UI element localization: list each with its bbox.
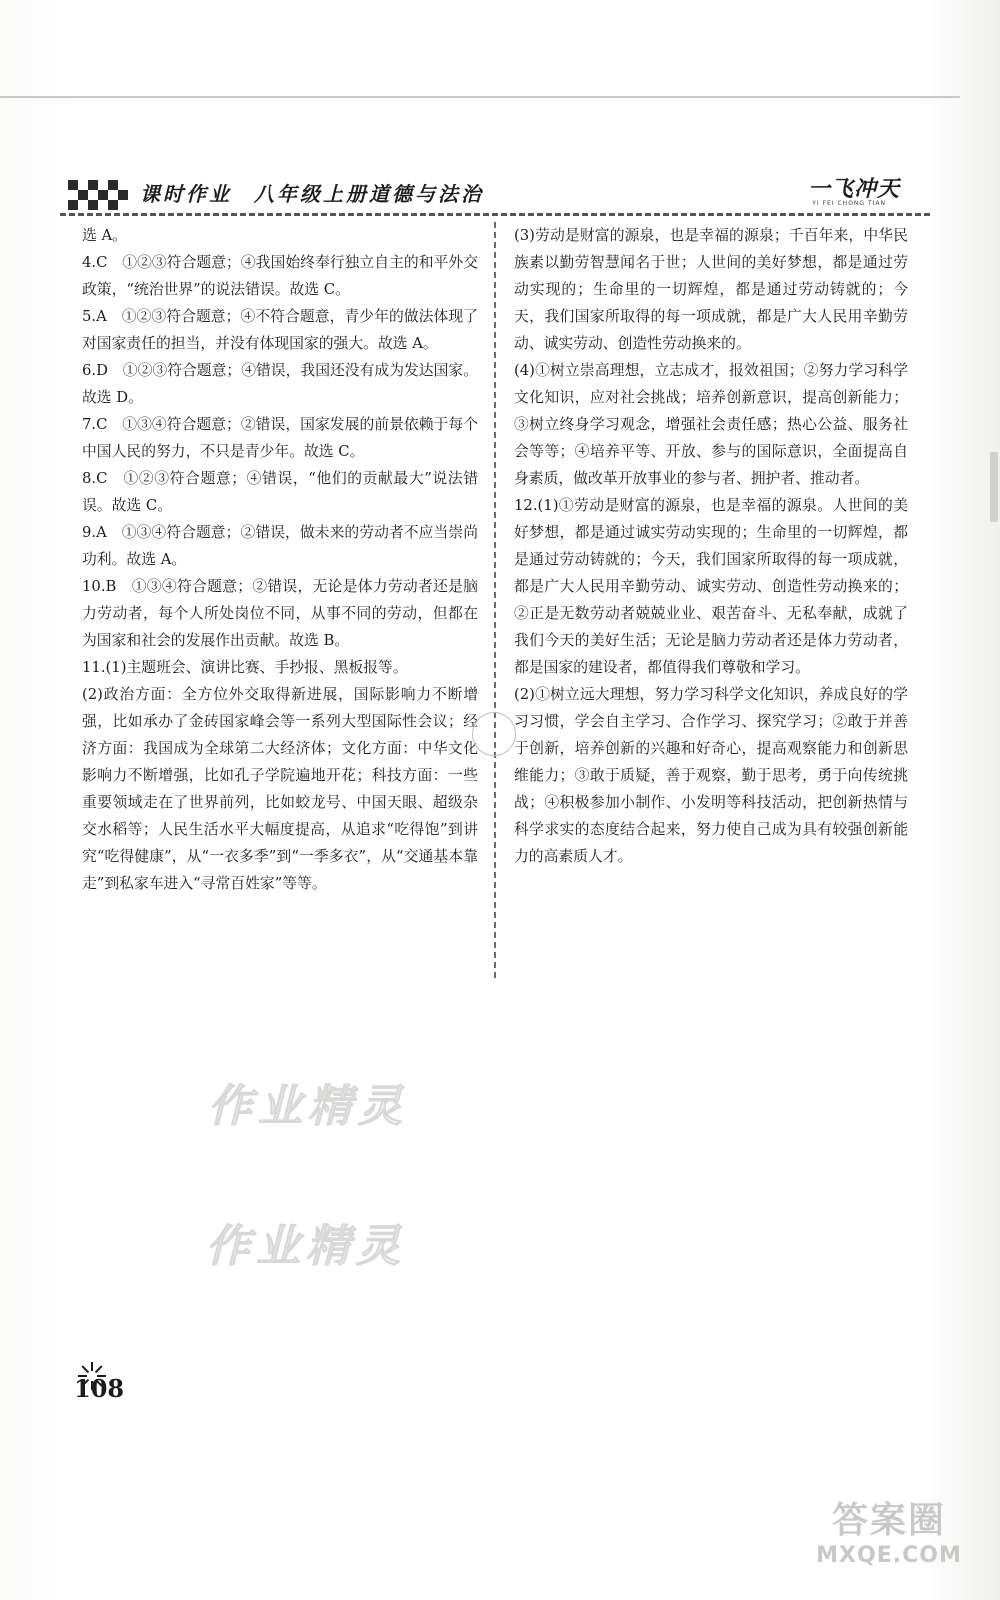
faint-stamp bbox=[472, 712, 516, 756]
answer-paragraph: 10.B ①③④符合题意；②错误，无论是体力劳动者还是脑力劳动者，每个人所处岗位不同，从事不同的劳动，但都在为国家和社会的发展作出贡献。故选 B。 bbox=[82, 578, 478, 649]
page-header bbox=[60, 168, 930, 218]
book-subject: 八年级上册道德与法治 bbox=[254, 182, 484, 206]
checker-pattern-icon bbox=[68, 180, 128, 210]
answer-paragraph: 7.C ①③④符合题意；②错误，国家发展的前景依赖于每个中国人民的努力，不只是青少年。故选 C。 bbox=[82, 416, 478, 460]
header-title bbox=[140, 178, 484, 207]
answer-paragraph: (2)①树立远大理想，努力学习科学文化知识，养成良好的学习习惯，学会自主学习、合作学习、探究学习；②敢于并善于创新，培养创新的兴趣和好奇心，提高观察能力和创新思维能力；③敢于质疑，善于观察，勤于思考，勇于向传统挑战；④积极参加小制作、小发明等科技活动，把创新热情与科学求实的态度结合起来，努力使自己成为具有较强创新能力的高素质人才。 bbox=[514, 686, 908, 865]
book-series: 课时作业 bbox=[140, 182, 232, 206]
answer-paragraph: (3)劳动是财富的源泉，也是幸福的源泉；千百年来，中华民族素以勤劳智慧闻名于世；人世间的美好梦想，都是通过劳动实现的；生命里的一切辉煌，都是通过劳动铸就的；今天，我们国家所取得的每一项成就，都是广大人民用辛勤劳动、诚实劳动、创造性劳动换来的。 bbox=[514, 227, 908, 352]
answer-paragraph: 9.A ①③④符合题意；②错误，做未来的劳动者不应当崇尚功利。故选 A。 bbox=[82, 524, 478, 568]
brand-subtitle: YI FEI CHONG TIAN bbox=[812, 200, 886, 207]
right-column bbox=[514, 222, 908, 870]
site-watermark-logo bbox=[814, 1492, 964, 1568]
watermark-text: 作业精灵 bbox=[206, 1221, 406, 1272]
answer-paragraph: 11.(1)主题班会、演讲比赛、手抄报、黑板报等。 bbox=[82, 659, 408, 676]
site-logo-text: 答案圈 bbox=[831, 1500, 946, 1541]
left-column bbox=[82, 222, 478, 897]
page-number: 108 bbox=[74, 1374, 125, 1403]
answer-paragraph: 4.C ①②③符合题意；④我国始终奉行独立自主的和平外交政策，“统治世界”的说法错误。故选 C。 bbox=[82, 254, 478, 298]
answer-paragraph: 5.A ①②③符合题意；④不符合题意，青少年的做法体现了对国家责任的担当，并没有体现国家的强大。故选 A。 bbox=[82, 308, 478, 352]
brand-logo: 一飞冲天 bbox=[807, 177, 900, 202]
answer-paragraph: (4)①树立崇高理想，立志成才，报效祖国；②努力学习科学文化知识，应对社会挑战；培养创新意识，提高创新能力；③树立终身学习观念，增强社会责任感；热心公益、服务社会等等；④培养平等、开放、参与的国际意识，全面提高自身素质，做改革开放事业的参与者、拥护者、推动者。 bbox=[514, 362, 908, 487]
page-side-tab bbox=[990, 452, 998, 522]
header-divider bbox=[60, 213, 930, 216]
answer-paragraph: 12.(1)①劳动是财富的源泉，也是幸福的源泉。人世间的美好梦想，都是通过诚实劳动实现的；生命里的一切辉煌，都是通过劳动铸就的；今天，我们国家所取得的每一项成就，都是广大人民用辛勤劳动、诚实劳动、创造性劳动换来的；②正是无数劳动者兢兢业业、艰苦奋斗、无私奉献，成就了我们今天的美好生活；无论是脑力劳动者还是体力劳动者，都是国家的建设者，都值得我们尊敬和学习。 bbox=[514, 497, 908, 676]
answer-paragraph: (2)政治方面：全方位外交取得新进展，国际影响力不断增强，比如承办了金砖国家峰会等一系列大型国际性会议；经济方面：我国成为全球第二大经济体；文化方面：中华文化影响力不断增强，比如孔子学院遍地开花；科技方面：一些重要领域走在了世界前列，比如蛟龙号、中国天眼、超级杂交水稻等；人民生活水平大幅度提高，从追求“吃得饱”到讲究“吃得健康”，从“一衣多季”到“一季多衣”，从“交通基本靠走”到私家车进入“寻常百姓家”等等。 bbox=[82, 686, 478, 892]
answer-paragraph: 6.D ①②③符合题意；④错误，我国还没有成为发达国家。故选 D。 bbox=[82, 362, 478, 406]
watermark-text: 作业精灵 bbox=[208, 1081, 408, 1132]
answer-paragraph: 选 A。 bbox=[82, 227, 127, 244]
site-logo-url: MXQE.COM bbox=[816, 1543, 962, 1568]
column-divider bbox=[494, 222, 496, 978]
page-top-edge bbox=[0, 96, 960, 98]
answer-paragraph: 8.C ①②③符合题意；④错误，“他们的贡献最大”说法错误。故选 C。 bbox=[82, 470, 478, 514]
